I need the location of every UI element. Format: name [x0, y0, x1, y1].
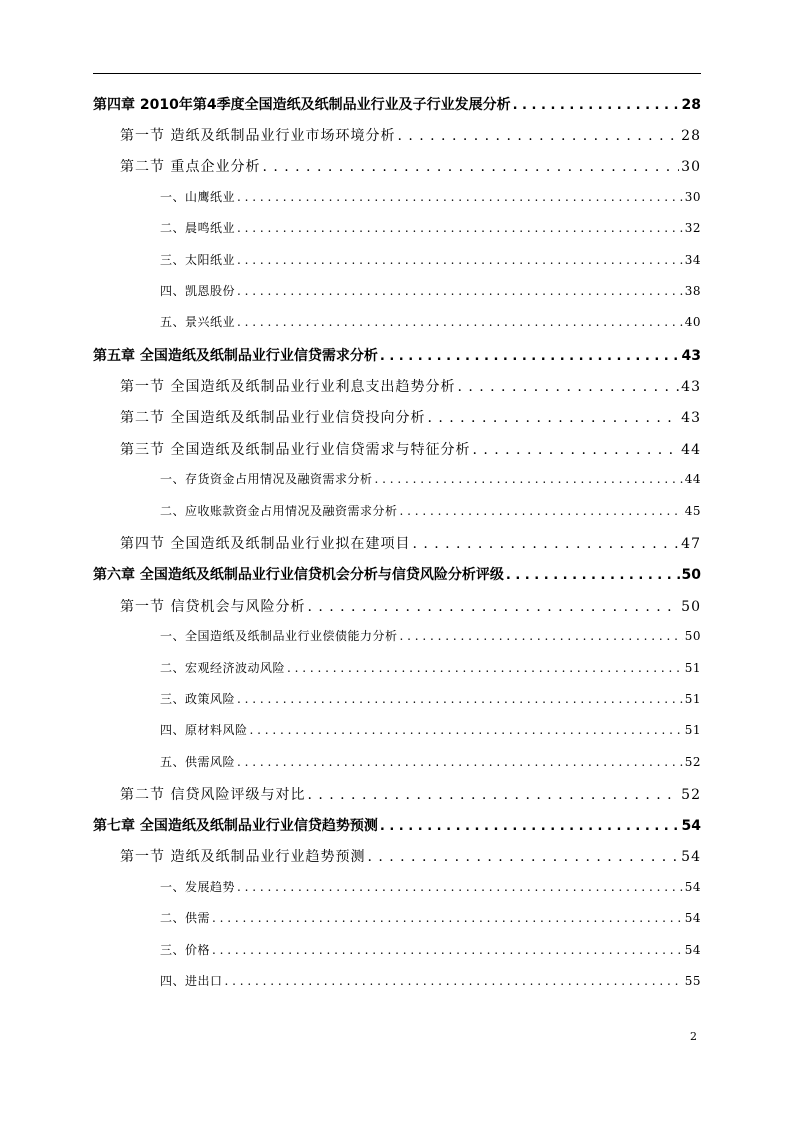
- toc-entry-page: 54: [681, 818, 701, 834]
- toc-entry-page: 34: [684, 253, 701, 267]
- dot-leader: [225, 974, 683, 988]
- dot-leader: [262, 159, 679, 175]
- dot-leader: [380, 819, 680, 834]
- toc-entry-title: 第二节 重点企业分析: [120, 159, 261, 175]
- toc-chapter-6[interactable]: [93, 564, 701, 584]
- dot-leader: [237, 755, 683, 769]
- toc-entry-page: 47: [681, 536, 701, 552]
- toc-entry-page: 51: [684, 723, 701, 737]
- dot-leader: [513, 98, 680, 113]
- toc-subsection[interactable]: [160, 502, 701, 519]
- toc-entry-title: 五、景兴纸业: [160, 315, 236, 329]
- toc-entry-title: 一、全国造纸及纸制品业行业偿债能力分析: [160, 629, 398, 643]
- toc-entry-page: 44: [684, 472, 701, 486]
- dot-leader: [237, 221, 683, 235]
- toc-entry-page: 54: [684, 880, 701, 894]
- toc-section[interactable]: [120, 156, 701, 176]
- toc-subsection[interactable]: [160, 627, 701, 644]
- toc-entry-page: 44: [681, 442, 701, 458]
- toc-subsection[interactable]: [160, 909, 701, 926]
- toc-entry-title: 一、山鹰纸业: [160, 190, 236, 204]
- dot-leader: [250, 723, 683, 737]
- toc-section[interactable]: [120, 596, 701, 616]
- toc-section[interactable]: [120, 784, 701, 804]
- toc-entry-page: 30: [681, 159, 701, 175]
- toc-subsection[interactable]: [160, 753, 701, 770]
- dot-leader: [457, 379, 679, 395]
- toc-entry-title: 第六章 全国造纸及纸制品业行业信贷机会分析与信贷风险分析评级: [93, 567, 504, 583]
- toc-entry-page: 52: [684, 755, 701, 769]
- toc-subsection[interactable]: [160, 721, 701, 738]
- toc-chapter-4[interactable]: [93, 94, 701, 114]
- toc-entry-title: 五、供需风险: [160, 755, 236, 769]
- dot-leader: [237, 253, 683, 267]
- toc-entry-page: 51: [684, 661, 701, 675]
- toc-section[interactable]: [120, 846, 701, 866]
- toc-entry-title: 第五章 全国造纸及纸制品业行业信贷需求分析: [93, 348, 378, 364]
- toc-entry-title: 三、太阳纸业: [160, 253, 236, 267]
- dot-leader: [472, 442, 679, 458]
- dot-leader: [237, 284, 683, 298]
- toc-entry-page: 45: [684, 504, 701, 518]
- toc-entry-page: 38: [684, 284, 701, 298]
- toc-subsection[interactable]: [160, 313, 701, 330]
- toc-entry-title: 二、晨鸣纸业: [160, 221, 236, 235]
- toc-entry-page: 52: [681, 787, 701, 803]
- toc-subsection[interactable]: [160, 659, 701, 676]
- toc-entry-page: 28: [681, 97, 701, 113]
- dot-leader: [397, 128, 679, 144]
- toc-entry-page: 54: [681, 849, 701, 865]
- dot-leader: [427, 410, 679, 426]
- toc-entry-page: 40: [684, 315, 701, 329]
- toc-entry-title: 一、发展趋势: [160, 880, 236, 894]
- toc-entry-title: 第一节 信贷机会与风险分析: [120, 599, 306, 615]
- toc-entry-page: 51: [684, 692, 701, 706]
- toc-entry-page: 54: [684, 911, 701, 925]
- toc-entry-page: 32: [684, 221, 701, 235]
- dot-leader: [307, 787, 679, 803]
- toc-chapter-5[interactable]: [93, 345, 701, 365]
- toc-entry-title: 二、应收账款资金占用情况及融资需求分析: [160, 504, 398, 518]
- toc-subsection[interactable]: [160, 251, 701, 268]
- toc-entry-title: 第二节 全国造纸及纸制品业行业信贷投向分析: [120, 410, 426, 426]
- dot-leader: [412, 536, 679, 552]
- dot-leader: [380, 349, 680, 364]
- toc-entry-page: 43: [681, 348, 701, 364]
- dot-leader: [400, 629, 683, 643]
- dot-leader: [237, 880, 683, 894]
- toc-entry-title: 三、政策风险: [160, 692, 236, 706]
- toc-section[interactable]: [120, 407, 701, 427]
- toc-subsection[interactable]: [160, 282, 701, 299]
- dot-leader: [506, 568, 680, 583]
- toc-entry-title: 第一节 造纸及纸制品业行业市场环境分析: [120, 128, 396, 144]
- toc-entry-title: 第四章 2010年第4季度全国造纸及纸制品业行业及子行业发展分析: [93, 97, 511, 113]
- toc-subsection[interactable]: [160, 972, 701, 989]
- dot-leader: [237, 190, 683, 204]
- toc-entry-title: 二、供需: [160, 911, 211, 925]
- toc-entry-title: 二、宏观经济波动风险: [160, 661, 286, 675]
- toc-subsection[interactable]: [160, 878, 701, 895]
- toc-entry-title: 第三节 全国造纸及纸制品业行业信贷需求与特征分析: [120, 442, 471, 458]
- dot-leader: [307, 599, 679, 615]
- toc-entry-page: 54: [684, 943, 701, 957]
- dot-leader: [400, 504, 683, 518]
- toc-entry-page: 28: [681, 128, 701, 144]
- toc-section[interactable]: [120, 376, 701, 396]
- toc-section[interactable]: [120, 439, 701, 459]
- dot-leader: [212, 911, 683, 925]
- toc-subsection[interactable]: [160, 941, 701, 958]
- toc-entry-page: 30: [684, 190, 701, 204]
- toc-entry-title: 四、凯恩股份: [160, 284, 236, 298]
- toc-subsection[interactable]: [160, 690, 701, 707]
- toc-section[interactable]: [120, 125, 701, 145]
- toc-entry-title: 三、价格: [160, 943, 211, 957]
- toc-entry-title: 第一节 造纸及纸制品业行业趋势预测: [120, 849, 366, 865]
- dot-leader: [237, 692, 683, 706]
- toc-entry-page: 50: [681, 567, 701, 583]
- dot-leader: [287, 661, 683, 675]
- page-number: 2: [690, 1030, 697, 1043]
- toc-entry-title: 四、原材料风险: [160, 723, 248, 737]
- toc-entry-title: 第七章 全国造纸及纸制品业行业信贷趋势预测: [93, 818, 378, 834]
- toc-entry-page: 55: [684, 974, 701, 988]
- dot-leader: [367, 849, 679, 865]
- toc-entry-title: 一、存货资金占用情况及融资需求分析: [160, 472, 373, 486]
- toc-entry-page: 43: [681, 379, 701, 395]
- dot-leader: [237, 315, 683, 329]
- dot-leader: [212, 943, 683, 957]
- toc-entry-title: 第一节 全国造纸及纸制品业行业利息支出趋势分析: [120, 379, 456, 395]
- toc-subsection[interactable]: [160, 219, 701, 236]
- toc-subsection[interactable]: [160, 470, 701, 487]
- dot-leader: [375, 472, 683, 486]
- toc-entry-page: 43: [681, 410, 701, 426]
- toc-entry-page: 50: [681, 599, 701, 615]
- toc-entry-page: 50: [684, 629, 701, 643]
- toc-entry-title: 四、进出口: [160, 974, 223, 988]
- toc-entry-title: 第二节 信贷风险评级与对比: [120, 787, 306, 803]
- toc-section[interactable]: [120, 533, 701, 553]
- toc-chapter-7[interactable]: [93, 815, 701, 835]
- toc-subsection[interactable]: [160, 188, 701, 205]
- header-rule: [93, 73, 701, 74]
- toc-entry-title: 第四节 全国造纸及纸制品业行业拟在建项目: [120, 536, 411, 552]
